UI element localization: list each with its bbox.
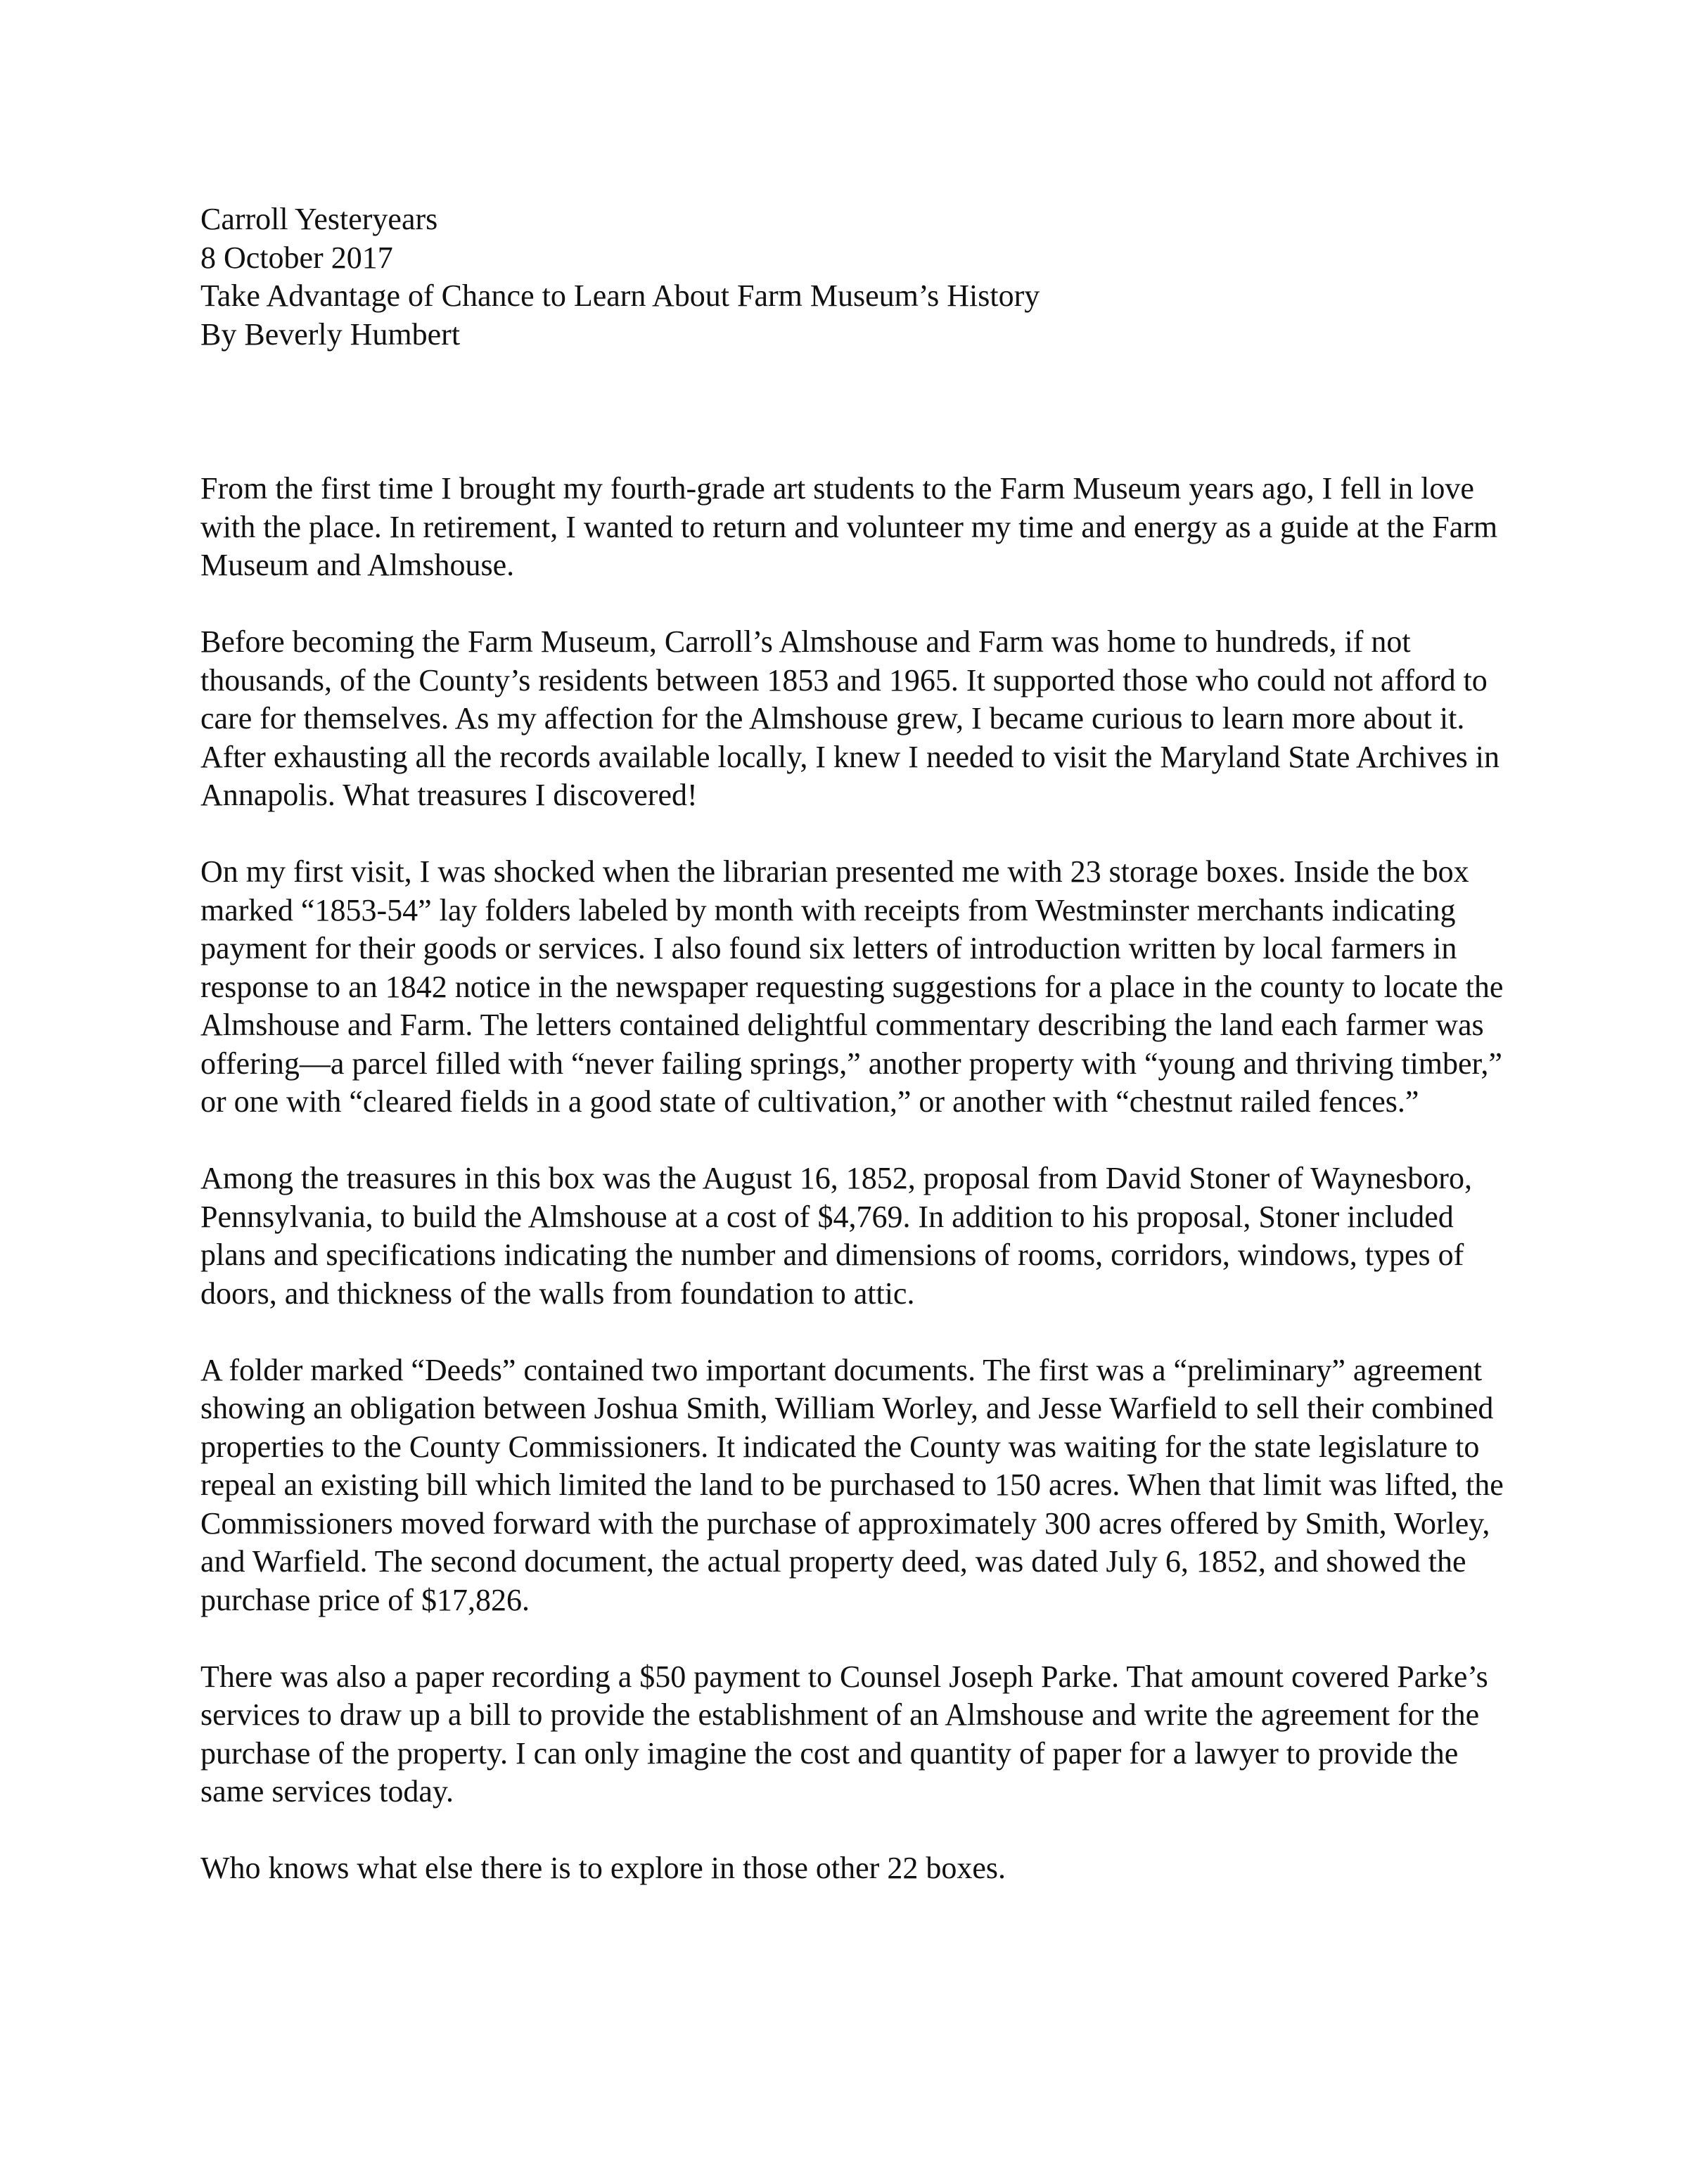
paragraph: Who knows what else there is to explore in those other 22 boxes. [200, 1851, 1006, 1885]
article-header [200, 200, 1509, 354]
column-name: Carroll Yesteryears [200, 202, 438, 236]
article-body [200, 470, 1509, 1888]
paragraph: Among the treasures in this box was the August 16, 1852, proposal from David Stoner of Waynesboro, Pennsylvania, to build the Almshouse at a cost of $4,769. In addition to his proposal, Stoner included plans and specifications indicating the number and dimensions of rooms, corridors, windows, types of doors, and thickness of the walls from foundation to attic. [200, 1161, 1472, 1311]
paragraph: Before becoming the Farm Museum, Carroll’s Almshouse and Farm was home to hundreds, if not thousands, of the County’s residents between 1853 and 1965. It supported those who could not afford to care for themselves. As my affection for the Almshouse grew, I became curious to learn more about it. After exhausting all the records available locally, I knew I needed to visit the Maryland State Archives in Annapolis. What treasures I discovered! [200, 624, 1500, 812]
paragraph: On my first visit, I was shocked when the librarian presented me with 23 storage boxes. Inside the box marked “1853-54” lay folders labeled by month with receipts from Westminster merchants indicating payment for their goods or services. I also found six letters of introduction written by local farmers in response to an 1842 notice in the newspaper requesting suggestions for a place in the county to locate the Almshouse and Farm. The letters contained delightful commentary describing the land each farmer was offering—a parcel filled with “never failing springs,” another property with “young and thriving timber,” or one with “cleared fields in a good state of cultivation,” or another with “chestnut railed fences.” [200, 854, 1504, 1119]
paragraph: There was also a paper recording a $50 payment to Counsel Joseph Parke. That amount covered Parke’s services to draw up a bill to provide the establishment of an Almshouse and write the agreement for the purchase of the property. I can only imagine the cost and quantity of paper for a lawyer to provide the same services today. [200, 1659, 1488, 1809]
paragraph: A folder marked “Deeds” contained two important documents. The first was a “preliminary” agreement showing an obligation between Joshua Smith, William Worley, and Jesse Warfield to sell their combined properties to the County Commissioners. It indicated the County was waiting for the state legislature to repeal an existing bill which limited the land to be purchased to 150 acres. When that limit was lifted, the Commissioners moved forward with the purchase of approximately 300 acres offered by Smith, Worley, and Warfield. The second document, the actual property deed, was dated July 6, 1852, and showed the purchase price of $17,826. [200, 1352, 1504, 1617]
paragraph: From the first time I brought my fourth-grade art students to the Farm Museum years ago, I fell in love with the place. In retirement, I wanted to return and volunteer my time and energy as a guide at the Farm Museum and Almshouse. [200, 471, 1498, 582]
article [200, 200, 1509, 1926]
article-date: 8 October 2017 [200, 240, 393, 275]
article-byline: By Beverly Humbert [200, 316, 461, 352]
article-title: Take Advantage of Chance to Learn About Farm Museum’s History [200, 278, 1040, 313]
